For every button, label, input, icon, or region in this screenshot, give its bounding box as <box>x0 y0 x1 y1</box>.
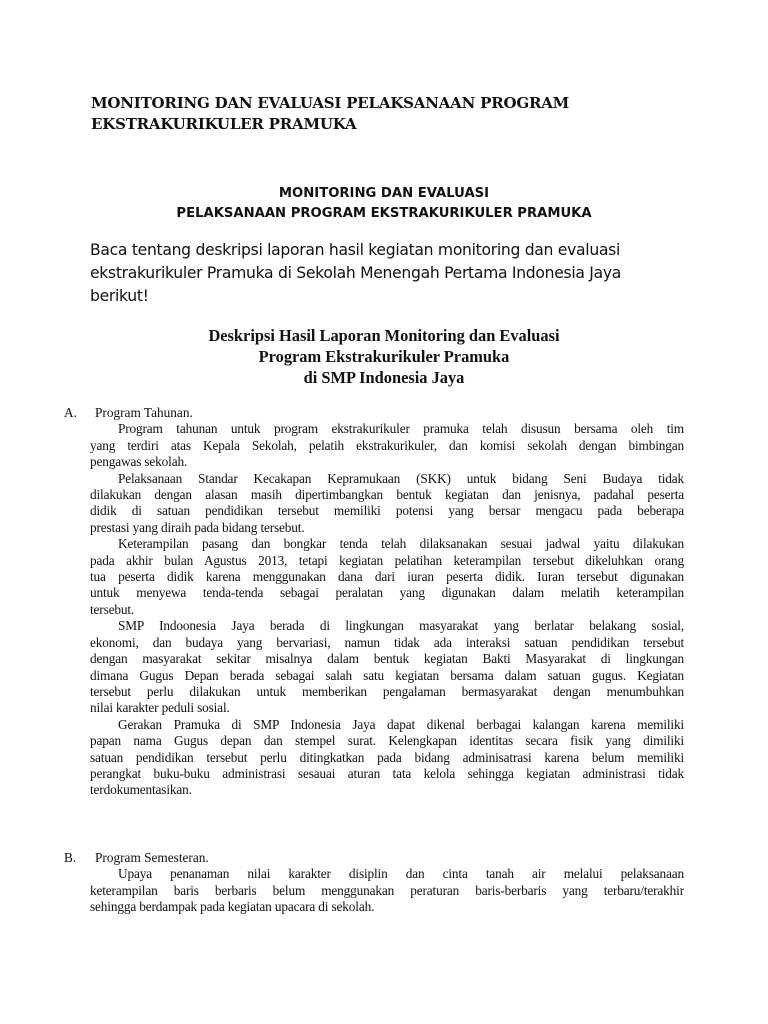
form-heading <box>0 184 768 224</box>
paragraph-line: tua peserta didik karena menggunakan dana dari iuran peserta didik. Iuran tersebut digunakan <box>90 569 684 585</box>
paragraph <box>90 471 684 537</box>
paragraph-line: dilakukan dengan alasan masih dipertimbangkan bentuk kegiatan dan jenisnya, padahal peserta <box>90 487 684 503</box>
paragraph-line: perangkat buku-buku administrasi sesauai aturan tata kelola sehingga kegiatan administrasi tidak <box>90 765 684 781</box>
paragraph-line: terdokumentasikan. <box>90 782 192 798</box>
instruction-line: ekstrakurikuler Pramuka di Sekolah Menengah Pertama Indonesia Jaya <box>90 264 622 282</box>
paragraph-line: dengan masyarakat sekitar misalnya dalam bentuk kegiatan Bakti Masyarakat di lingkungan <box>90 651 684 667</box>
paragraph-line: SMP Indoonesia Jaya berada di lingkungan masyarakat yang berlatar belakang sosial, <box>118 618 684 634</box>
document-title <box>91 93 691 135</box>
paragraph-line: papan nama Gugus depan dan stempel surat. Kelengkapan identitas secara fisik yang dimiliki <box>90 733 684 749</box>
paragraph-line: pada akhir bulan Agustus 2013, tetapi kegiatan pelatihan keterampilan tersebut dikeluhkan orang <box>90 552 684 568</box>
paragraph-line: Keterampilan pasang dan bongkar tenda telah dilaksanakan sesuai jadwal yaitu dilakukan <box>118 536 684 552</box>
paragraph-line: untuk menyewa tenda-tenda sebagai peralatan yang digunakan dalam melatih keterampilan <box>90 585 684 601</box>
report-heading-line: Program Ekstrakurikuler Pramuka <box>258 347 510 366</box>
paragraph-line: yang terdiri atas Kepala Sekolah, pelatih ekstrakurikuler, dan komisi sekolah dengan bimbingan <box>90 437 684 453</box>
paragraph <box>90 717 684 799</box>
paragraph-line: keterampilan baris berbaris belum menggunakan peraturan baris-berbaris yang terbaru/terakhir <box>90 882 684 898</box>
section-heading <box>64 850 684 866</box>
paragraph-line: tersebut perlu dilakukan untuk memberikan pengalaman bermasyarakat dengan menumbuhkan <box>90 683 684 699</box>
instruction-text <box>90 239 700 308</box>
form-heading-line: PELAKSANAAN PROGRAM EKSTRAKURIKULER PRAMUKA <box>176 206 592 221</box>
paragraph-line: dimana Gugus Depan berada sebagai salah satu kegiatan bersama dalam satuan gugus. Kegiatan <box>90 667 684 683</box>
section-program-semesteran <box>64 850 684 916</box>
paragraph <box>90 866 684 915</box>
section-letter: A. <box>64 405 77 420</box>
paragraph-line: sehingga berdampak pada kegiatan upacara di sekolah. <box>90 899 375 915</box>
paragraph-line: didik di satuan pendidikan tersebut memiliki potensi yang bersar mengacu pada beberapa <box>90 503 684 519</box>
section-title: Program Semesteran. <box>95 850 209 865</box>
paragraph-line: nilai karakter peduli sosial. <box>90 700 230 716</box>
paragraph <box>90 421 684 470</box>
form-heading-line: MONITORING DAN EVALUASI <box>278 186 490 201</box>
report-heading-line: di SMP Indonesia Jaya <box>303 368 465 387</box>
paragraph-line: prestasi yang diraih pada bidang tersebut. <box>90 519 305 535</box>
document-title-line: EKSTRAKURIKULER PRAMUKA <box>91 115 357 133</box>
paragraph-line: ekonomi, dan budaya yang bervariasi, namun tidak ada interaksi satuan pendidikan tersebut <box>90 634 684 650</box>
paragraph-line: tersebut. <box>90 601 135 617</box>
report-heading <box>0 325 768 388</box>
report-heading-line: Deskripsi Hasil Laporan Monitoring dan Evaluasi <box>208 326 560 345</box>
paragraph-line: satuan pendidikan tersebut perlu ditingkatkan pada bidang adminisatrasi karena belum memiliki <box>90 749 684 765</box>
paragraph <box>90 536 684 618</box>
paragraph <box>90 618 684 716</box>
paragraph-line: Gerakan Pramuka di SMP Indonesia Jaya dapat dikenal berbagai kalangan karena memiliki <box>118 716 684 732</box>
section-letter: B. <box>64 850 77 865</box>
paragraph-line: Program tahunan untuk program ekstrakurikuler pramuka telah disusun bersama oleh tim <box>118 421 684 437</box>
paragraph-line: Pelaksanaan Standar Kecakapan Kepramukaan (SKK) untuk bidang Seni Budaya tidak <box>118 470 684 486</box>
section-heading <box>64 405 684 421</box>
section-program-tahunan <box>64 405 684 799</box>
document-title-line: MONITORING DAN EVALUASI PELAKSANAAN PROGRAM <box>91 94 570 112</box>
instruction-line: Baca tentang deskripsi laporan hasil kegiatan monitoring dan evaluasi <box>90 241 621 259</box>
paragraph-line: pengawas sekolah. <box>90 454 188 470</box>
section-title: Program Tahunan. <box>95 405 193 420</box>
paragraph-line: Upaya penanaman nilai karakter disiplin dan cinta tanah air melalui pelaksanaan <box>118 866 684 882</box>
instruction-line: berikut! <box>90 287 149 305</box>
